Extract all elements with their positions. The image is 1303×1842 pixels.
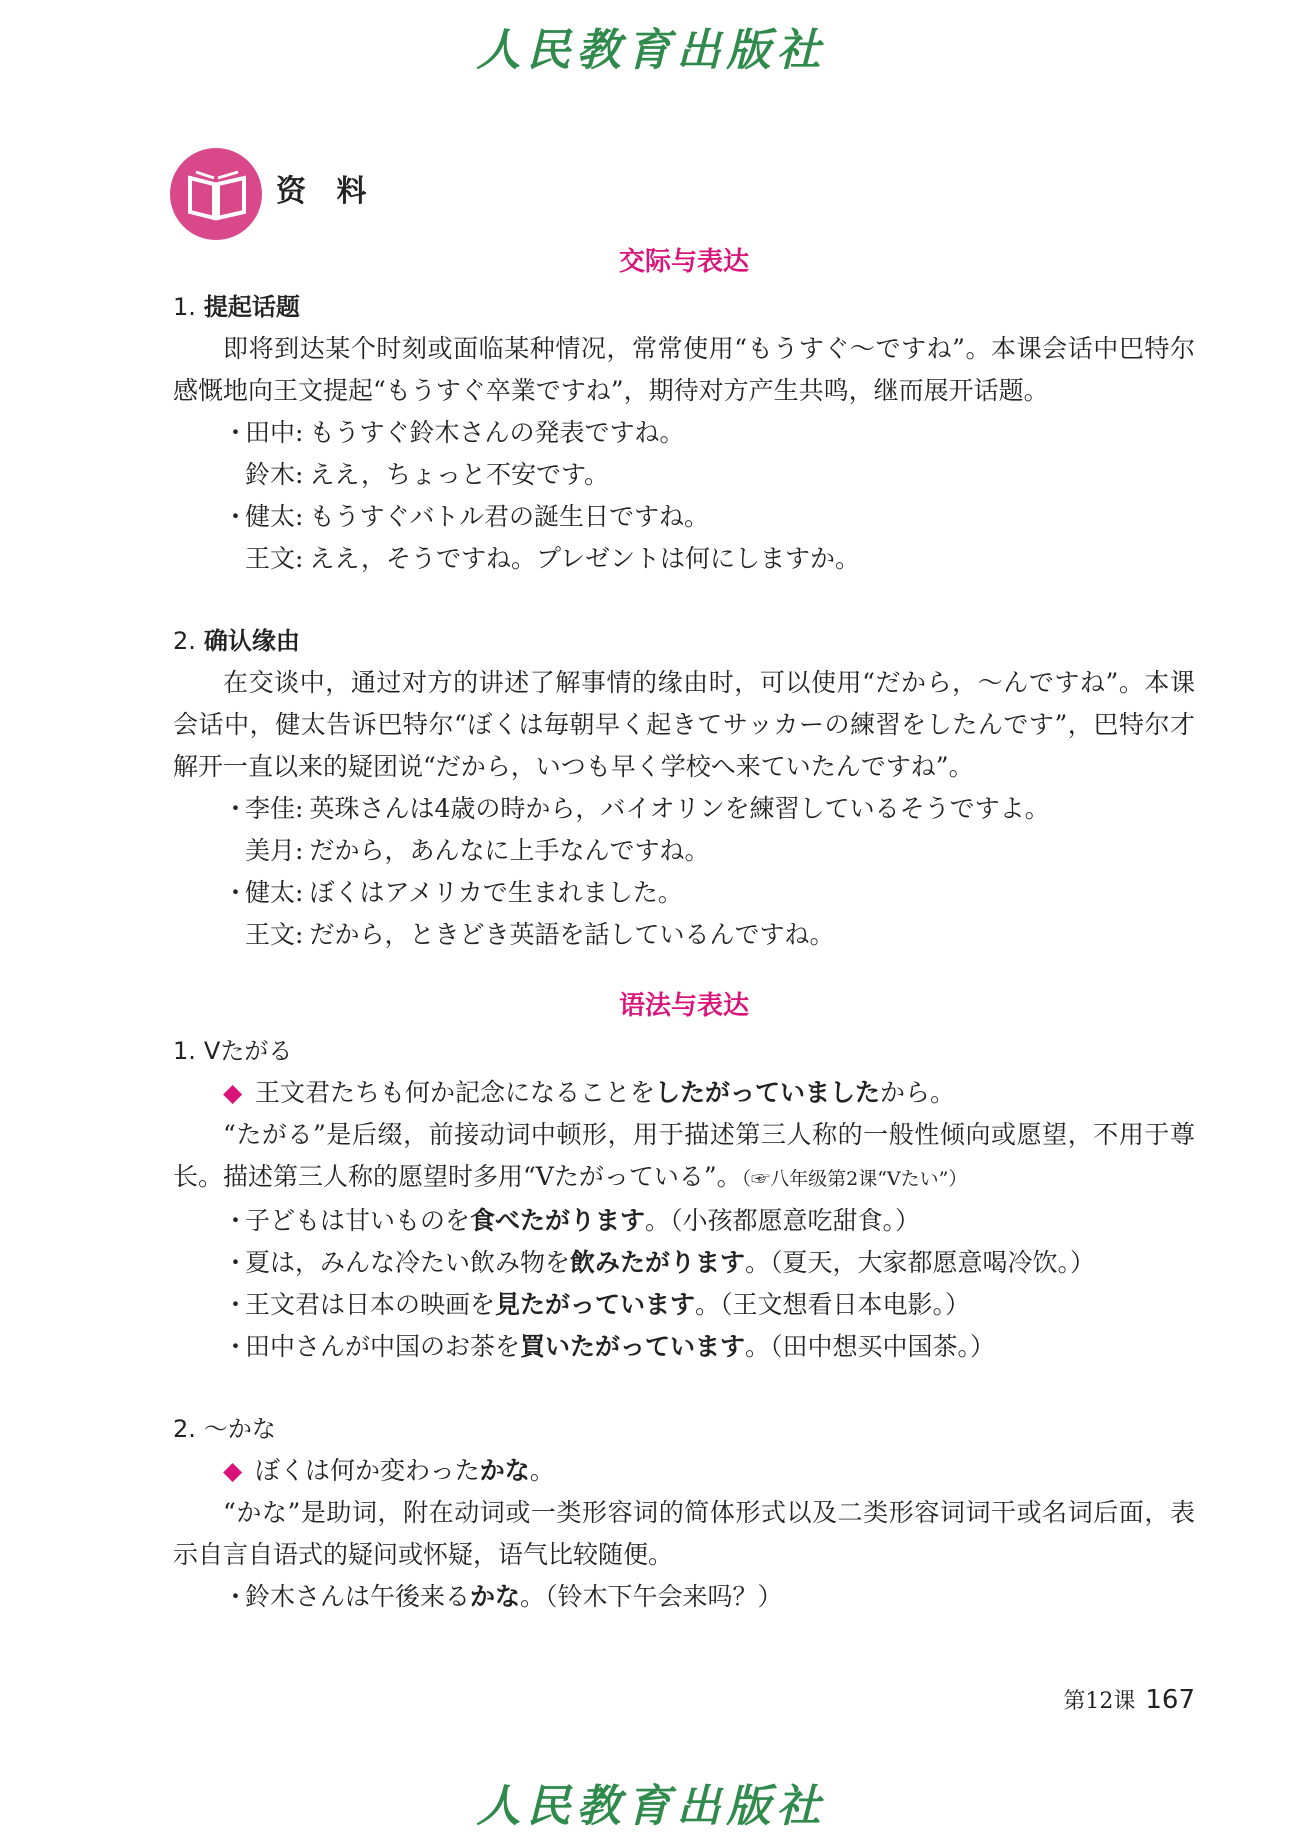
subheading-3: [173, 1030, 1195, 1072]
heading-grammar: 语法与表达: [618, 991, 749, 1021]
speaker: 王文: [245, 920, 296, 949]
dialogue-text: ぼくはアメリカで生まれました。: [309, 878, 683, 907]
speaker: 李佳: [245, 794, 296, 823]
page-number: 167: [1145, 1685, 1195, 1715]
subheading-1: [173, 286, 1195, 328]
speaker: 美月: [245, 836, 296, 865]
speaker: 健太: [245, 502, 296, 531]
speaker: 田中: [245, 418, 296, 447]
paragraph: “たがる”是后缀，前接动词中顿形，用于描述第三人称的一般性倾向或愿望，不用于尊长。描述第三人称的愿望时多用“Vたがっている”。（☞八年级第2课“Vたい”）: [173, 1120, 1195, 1191]
page-footer: [1063, 1684, 1195, 1715]
sample-sentence: ◆ 王文君たちも何か記念になることをしたがっていましたから。: [173, 1072, 1195, 1114]
subheading-2: [173, 620, 1195, 662]
dialogue-text: だから，あんなに上手なんですね。: [309, 836, 710, 865]
dialogue-text: 英珠さんは4歳の時から，バイオリンを練習しているそうですよ。: [309, 794, 1050, 823]
page-content: [173, 238, 1195, 1618]
section-title: 资 料: [276, 174, 377, 209]
subheading-title: ～かな: [203, 1415, 276, 1443]
diamond-icon: ◆: [223, 1456, 243, 1485]
example-line: ・王文君は日本の映画を見たがっています。（王文想看日本电影。）: [223, 1290, 971, 1319]
example-line: ・鈴木さんは午後来るかな。（铃木下午会来吗？）: [223, 1582, 783, 1611]
example-line: ・子どもは甘いものを食べたがります。（小孩都愿意吃甜食。）: [223, 1206, 921, 1235]
speaker: 鈴木: [245, 460, 296, 489]
publisher-logo-bottom: 人民教育出版社: [476, 1781, 827, 1832]
paragraph: 即将到达某个时刻或面临某种情况，常常使用“もうすぐ～ですね”。本课会话中巴特尔感慨地向王文提起“もうすぐ卒業ですね”，期待对方产生共鸣，继而展开话题。: [173, 334, 1195, 405]
subheading-number: 1.: [173, 1037, 196, 1065]
speaker: 健太: [245, 878, 296, 907]
dialogue-line: ・李佳: 英珠さんは4歳の時から，バイオリンを練習しているそうですよ。: [223, 794, 1050, 823]
dialogue-line: ・田中: もうすぐ鈴木さんの発表ですね。: [223, 418, 685, 447]
paragraph: 在交谈中，通过对方的讲述了解事情的缘由时，可以使用“だから，～んですね”。本课会话中，健太告诉巴特尔“ぼくは毎朝早く起きてサッカーの練習をしたんです”，巴特尔才解开一直以来的疑团说“だから，いつも早く学校へ来ていたんですね”。: [173, 668, 1195, 781]
dialogue-line: ・健太: もうすぐバトル君の誕生日ですね。: [223, 502, 709, 531]
dialogue-text: ええ，ちょっと不安です。: [309, 460, 609, 489]
example-line: ・田中さんが中国のお茶を買いたがっています。（田中想买中国茶。）: [223, 1332, 996, 1361]
example-line: ・夏は，みんな冷たい飲み物を飲みたがります。（夏天，大家都愿意喝冷饮。）: [223, 1248, 1096, 1277]
subheading-number: 1.: [173, 293, 196, 321]
subheading-4: [173, 1408, 1195, 1450]
dialogue-line: 王文: ええ，そうですね。プレゼントは何にしますか。: [245, 544, 860, 573]
dialogue-text: もうすぐ鈴木さんの発表ですね。: [309, 418, 685, 447]
dialogue-line: ・健太: ぼくはアメリカで生まれました。: [223, 878, 683, 907]
lesson-label: 第12课: [1063, 1689, 1136, 1714]
subheading-number: 2.: [173, 627, 196, 655]
subheading-title: Vたがる: [203, 1037, 293, 1065]
subheading-title: 确认缘由: [203, 627, 300, 655]
dialogue-text: ええ，そうですね。プレゼントは何にしますか。: [309, 544, 860, 573]
sample-sentence: ◆ ぼくは何か変わったかな。: [173, 1450, 1195, 1492]
subheading-title: 提起话题: [203, 293, 300, 321]
heading-communication: 交际与表达: [618, 247, 749, 277]
cross-reference-note: （☞八年级第2课“Vたい”）: [741, 1168, 968, 1190]
dialogue-line: 王文: だから，ときどき英語を話しているんですね。: [245, 920, 835, 949]
subheading-number: 2.: [173, 1415, 196, 1443]
dialogue-text: だから，ときどき英語を話しているんですね。: [309, 920, 835, 949]
dialogue-line: 鈴木: ええ，ちょっと不安です。: [245, 460, 609, 489]
publisher-logo-top: 人民教育出版社: [476, 25, 827, 76]
diamond-icon: ◆: [223, 1078, 243, 1107]
dialogue-line: 美月: だから，あんなに上手なんですね。: [245, 836, 710, 865]
paragraph: “かな”是助词，附在动词或一类形容词的简体形式以及二类形容词词干或名词后面，表示自言自语式的疑问或怀疑，语气比较随便。: [173, 1498, 1195, 1569]
open-book-icon: [170, 148, 262, 240]
dialogue-text: もうすぐバトル君の誕生日ですね。: [309, 502, 709, 531]
speaker: 王文: [245, 544, 296, 573]
